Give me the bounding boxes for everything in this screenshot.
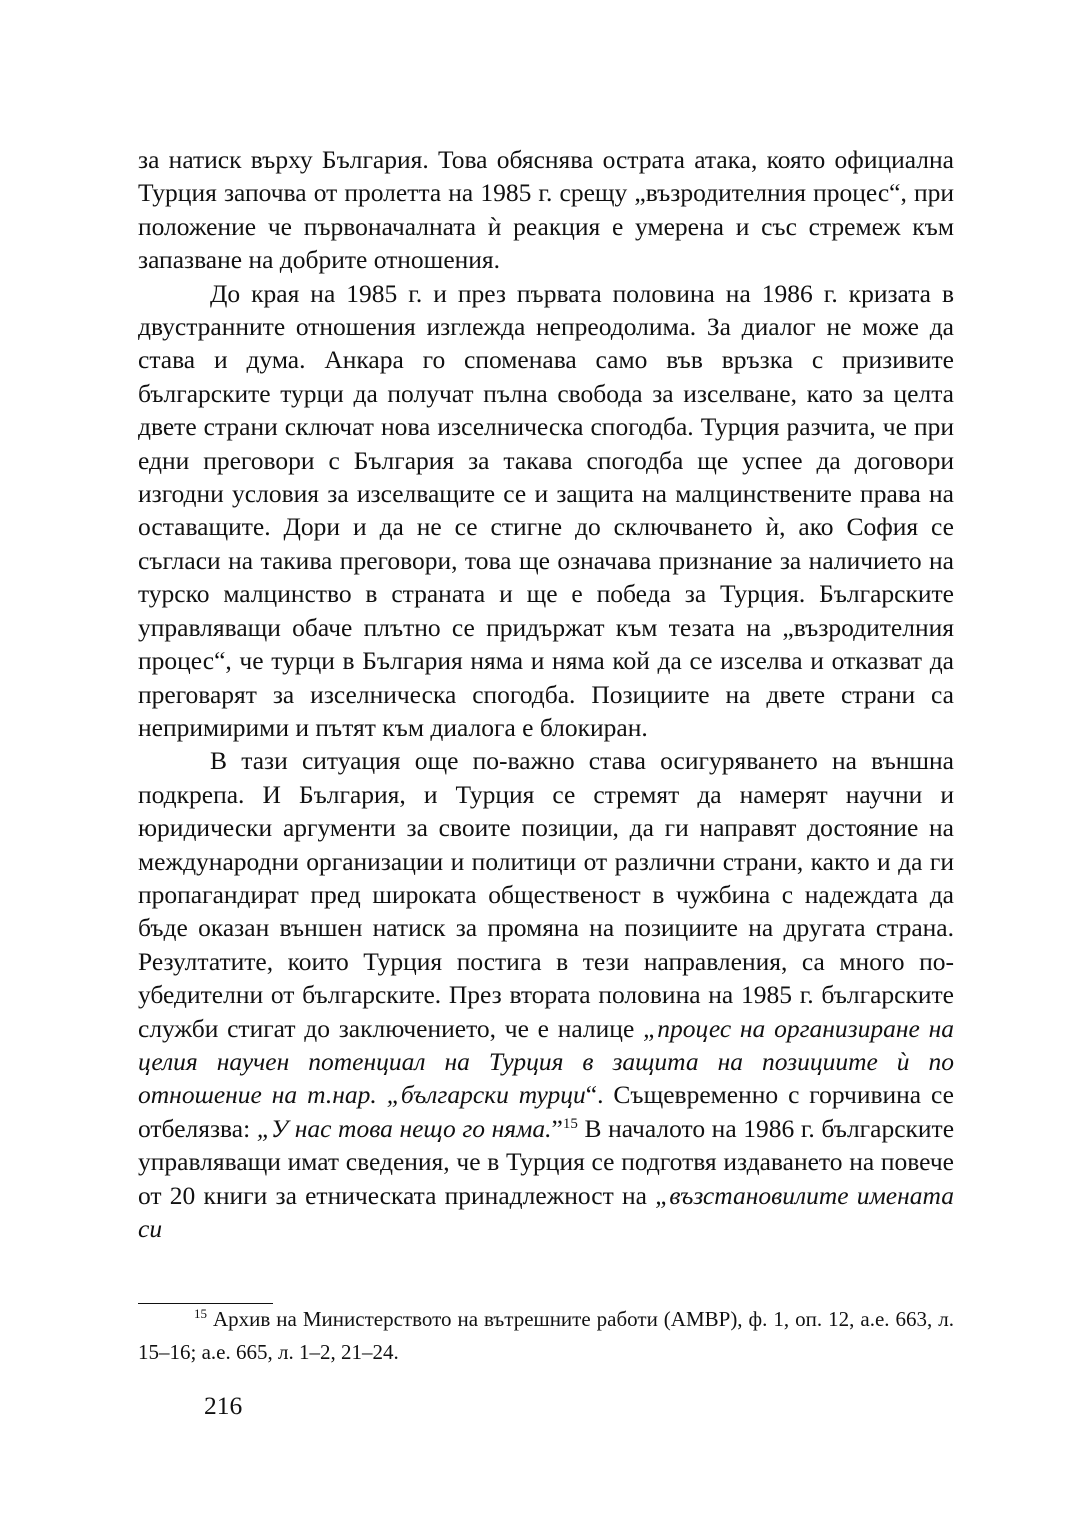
body-text <box>138 143 954 1245</box>
paragraph-3-text-b: “. Същевременно с горчивина се отбелязва: <box>138 1080 954 1143</box>
footnote-text: Архив на Министерството на вътрешните работи (АМВР), ф. 1, оп. 12, а.е. 663, л. 15–16; а.е. 665, л. 1–2, 21–24. <box>138 1307 954 1364</box>
footnote-reference-15: 15 <box>562 1115 578 1132</box>
quotation-we-dont-have-it: „У нас това нещо го няма. <box>256 1113 552 1143</box>
footnote-number: 15 <box>194 1306 207 1321</box>
paragraph-3-text-d: В началото на 1986 г. българските управляващи имат сведения, че в Турция се подготвя издаването на повече от 20 книги за етническата принадлежност на <box>138 1113 955 1210</box>
quotation-restored-names: „възстановилите имената си <box>138 1180 954 1243</box>
paragraph-3 <box>138 744 954 1245</box>
page-number: 216 <box>204 1391 243 1420</box>
closing-quote-mark: ” <box>551 1113 563 1143</box>
footnote-15 <box>138 1303 954 1369</box>
quotation-scientific-potential: „процес на организиране на целия научен потенциал на Турция в защита на позициите ѝ по отношение на т.нар. „български турци <box>138 1013 954 1110</box>
footnote-paragraph <box>138 1303 954 1369</box>
paragraph-1: за натиск върху България. Това обяснява острата атака, която официална Турция започва от пролетта на 1985 г. срещу „възродителния процес“, при положение че първоначалната ѝ реакция е умерена и със стремеж към запазване на добрите отношения. <box>138 145 954 275</box>
paragraph-3-text-a: В тази ситуация още по-важно става осигуряването на външна подкрепа. И България, и Турция се стремят да намерят научни и юридически аргументи за своите позиции, да ги направят достояние на международни организации и политици от различни страни, както и да ги пропагандират пред широката общественост в чужбина с надеждата да бъде оказан външен натиск за промяна на позициите на другата страна. Резултатите, които Турция постига в тези направления, са много по-убедителни от българските. През втората половина на 1985 г. българските служби стигат до заключението, че е налице <box>138 746 954 1043</box>
paragraph-2: До края на 1985 г. и през първата половина на 1986 г. кризата в двустранните отношения изглежда непреодолима. За диалог не може да става и дума. Анкара го споменава само във връзка с призивите българските турци да получат пълна свобода за изселване, като за целта двете страни сключат нова изселническа спогодба. Турция разчита, че при едни преговори с България за такава спогодба ще успее да договори изгодни условия за изселващите се и защита на малцинствените права на оставащите. Дори и да не се стигне до сключването ѝ, ако София се съгласи на такива преговори, това ще означава признание за наличието на турско малцинство в страната и ще е победа за Турция. Българските управляващи обаче плътно се придържат към тезата на „възродителния процес“, че турци в България няма и няма кой да се изселва и отказват да преговарят за изселническа спогодба. Позициите на двете страни са непримирими и пътят към диалога е блокиран. <box>138 278 954 742</box>
